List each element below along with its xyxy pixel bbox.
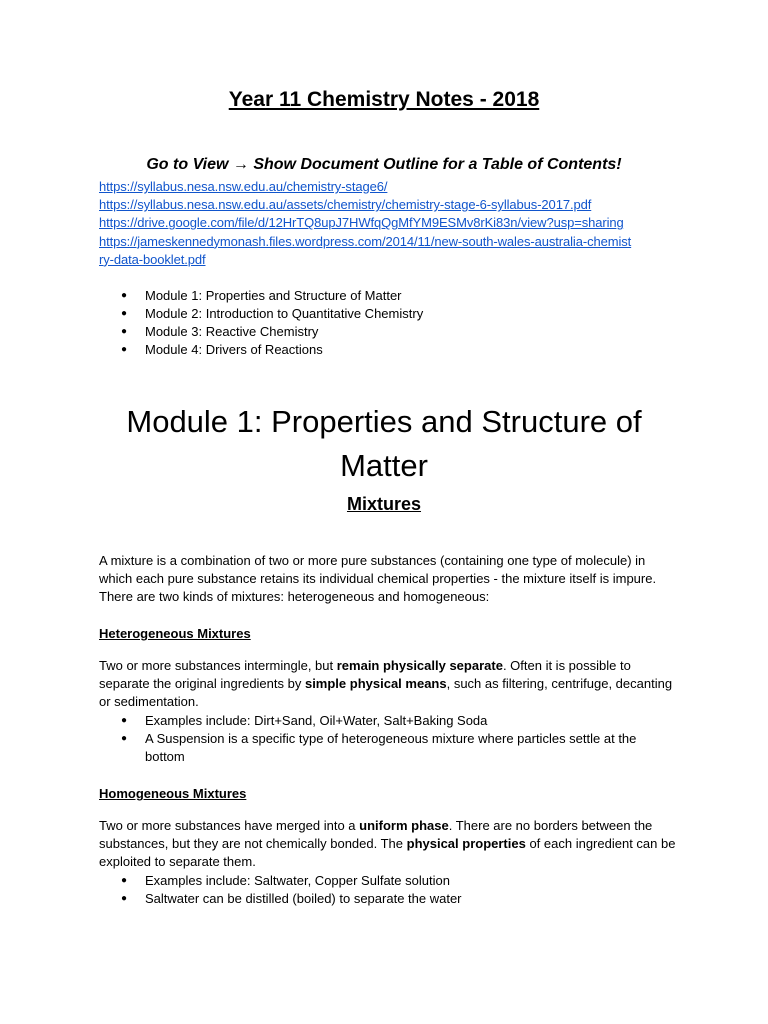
bullet-icon: ● — [121, 344, 128, 355]
list-item: ● Module 2: Introduction to Quantitative Chemistry — [121, 306, 424, 321]
link-syllabus-pdf[interactable]: https://syllabus.nesa.nsw.edu.au/assets/chemistry/chemistry-stage-6-syllabus-2017.pdf — [99, 197, 592, 213]
module1-heading: Module 1: Properties and Structure of Matter — [126, 404, 642, 483]
list-item: ● A Suspension is a specific type of heterogeneous mixture where particles settle at the bottom — [121, 731, 637, 764]
homogeneous-list — [99, 872, 679, 908]
module-list — [99, 287, 679, 359]
bullet-icon: ● — [121, 308, 128, 319]
link-syllabus[interactable]: https://syllabus.nesa.nsw.edu.au/chemistry-stage6/ — [99, 179, 388, 194]
document-title: Year 11 Chemistry Notes - 2018 — [228, 88, 540, 111]
mixtures-intro: A mixture is a combination of two or more pure substances (containing one type of molecule) in which each pure substance retains its individual chemical properties - the mixture itself is impure. There are two kinds of mixtures: heterogeneous and homogeneous: — [99, 553, 657, 605]
bullet-icon: ● — [121, 715, 128, 726]
list-item: ● Module 1: Properties and Structure of Matter — [121, 288, 402, 303]
outline-hint: Go to View → Show Document Outline for a Table of Contents! — [146, 156, 622, 173]
bullet-icon: ● — [121, 893, 128, 904]
heterogeneous-heading: Heterogeneous Mixtures — [99, 626, 251, 641]
bullet-icon: ● — [121, 875, 128, 886]
homogeneous-heading: Homogeneous Mixtures — [99, 786, 247, 801]
list-item: ● Module 4: Drivers of Reactions — [121, 342, 323, 357]
bullet-icon: ● — [121, 326, 128, 337]
bullet-icon: ● — [121, 733, 128, 744]
link-google-drive[interactable]: https://drive.google.com/file/d/12HrTQ8upJ7HWfqQgMfYM9ESMv8rKi83n/view?usp=sharing — [99, 215, 624, 231]
list-item: ● Saltwater can be distilled (boiled) to separate the water — [121, 891, 462, 906]
link-data-booklet[interactable]: https://jameskennedymonash.files.wordpress.com/2014/11/new-south-wales-australia-chemist — [99, 233, 632, 249]
list-item: ● Module 3: Reactive Chemistry — [121, 324, 319, 339]
heterogeneous-list — [99, 712, 679, 766]
bullet-icon: ● — [121, 290, 128, 301]
reference-links — [99, 178, 679, 269]
heterogeneous-paragraph: Two or more substances intermingle, but remain physically separate. Often it is possible to separate the original ingredients by simple physical means, such as filtering, centrifuge, decanting or sedimentation. — [99, 658, 673, 710]
list-item: ● Examples include: Saltwater, Copper Sulfate solution — [121, 873, 450, 888]
list-item: ● Examples include: Dirt+Sand, Oil+Water, Salt+Baking Soda — [121, 713, 488, 728]
mixtures-heading: Mixtures — [346, 494, 422, 514]
link-data-booklet-cont[interactable]: ry-data-booklet.pdf — [99, 251, 206, 267]
homogeneous-paragraph: Two or more substances have merged into a uniform phase. There are no borders between the substances, but they are not chemically bonded. The physical properties of each ingredient can be exploited to separate them. — [99, 818, 676, 870]
